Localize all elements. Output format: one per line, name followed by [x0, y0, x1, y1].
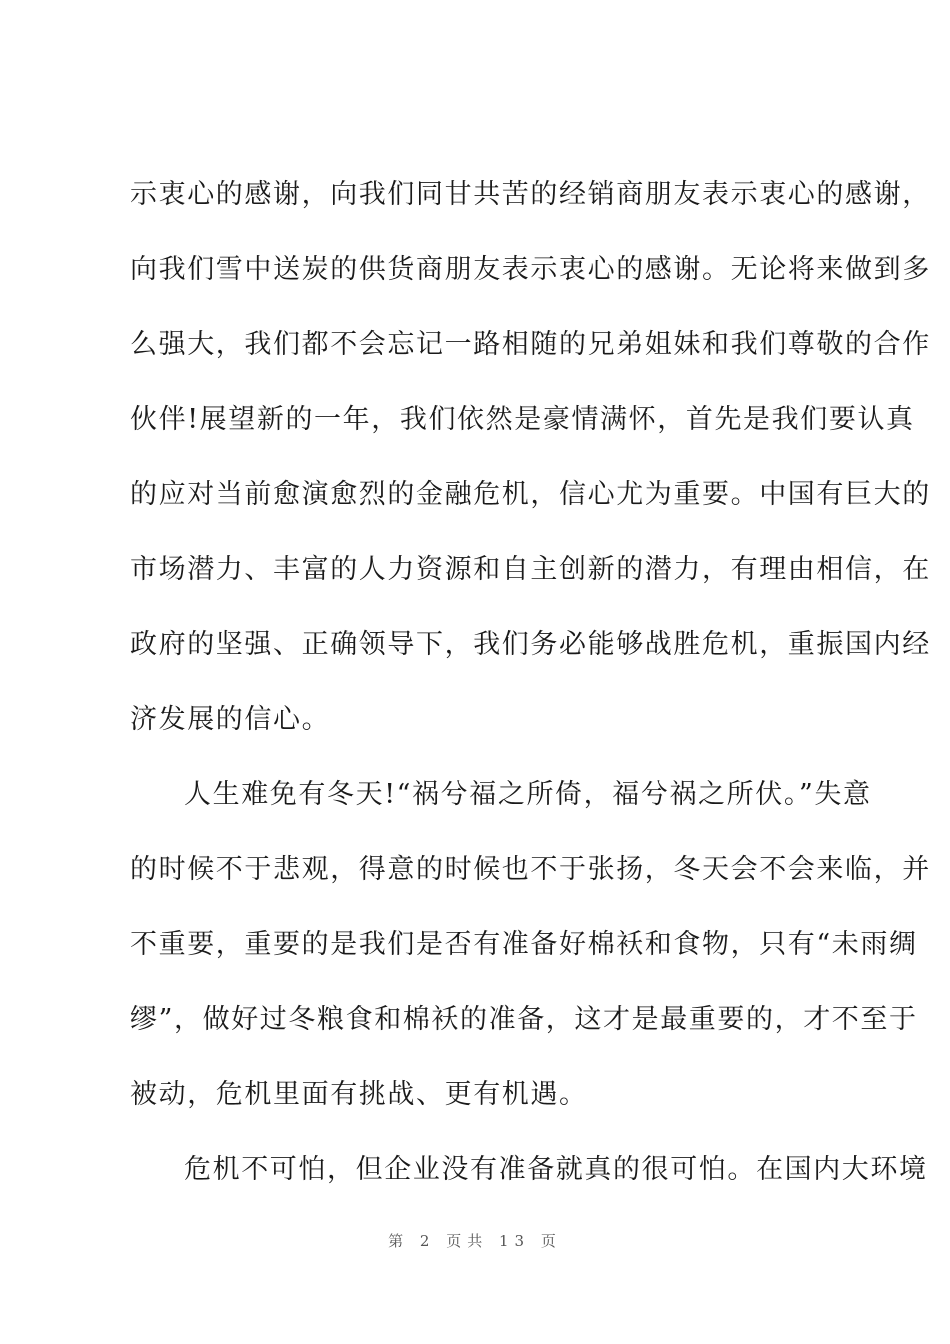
text-line: 么强大，我们都不会忘记一路相随的兄弟姐妹和我们尊敬的合作 [130, 329, 931, 360]
text-line: 的时候不于悲观，得意的时候也不于张扬，冬天会不会来临，并 [130, 854, 931, 885]
paragraph-first-line: 危机不可怕，但企业没有准备就真的很可怕。在国内大环境 [184, 1154, 928, 1185]
text-line: 济发展的信心。 [130, 704, 331, 735]
text-line: 示衷心的感谢，向我们同甘共苦的经销商朋友表示衷心的感谢， [130, 179, 931, 210]
text-line: 缪”，做好过冬粮食和棉袄的准备，这才是最重要的，才不至于 [130, 1004, 918, 1035]
text-line: 向我们雪中送炭的供货商朋友表示衷心的感谢。无论将来做到多 [130, 254, 931, 285]
text-line: 伙伴!展望新的一年，我们依然是豪情满怀，首先是我们要认真 [130, 404, 915, 435]
text-line: 市场潜力、丰富的人力资源和自主创新的潜力，有理由相信，在 [130, 554, 931, 585]
text-line: 被动，危机里面有挑战、更有机遇。 [130, 1079, 588, 1110]
text-line: 政府的坚强、正确领导下，我们务必能够战胜危机，重振国内经 [130, 629, 931, 660]
text-line: 的应对当前愈演愈烈的金融危机，信心尤为重要。中国有巨大的 [130, 479, 931, 510]
paragraph-first-line: 人生难免有冬天!“祸兮福之所倚，福兮祸之所伏。”失意 [184, 779, 872, 810]
text-line: 不重要，重要的是我们是否有准备好棉袄和食物，只有“未雨绸 [130, 929, 918, 960]
page-number-footer: 第 2 页共 13 页 [388, 1232, 562, 1250]
